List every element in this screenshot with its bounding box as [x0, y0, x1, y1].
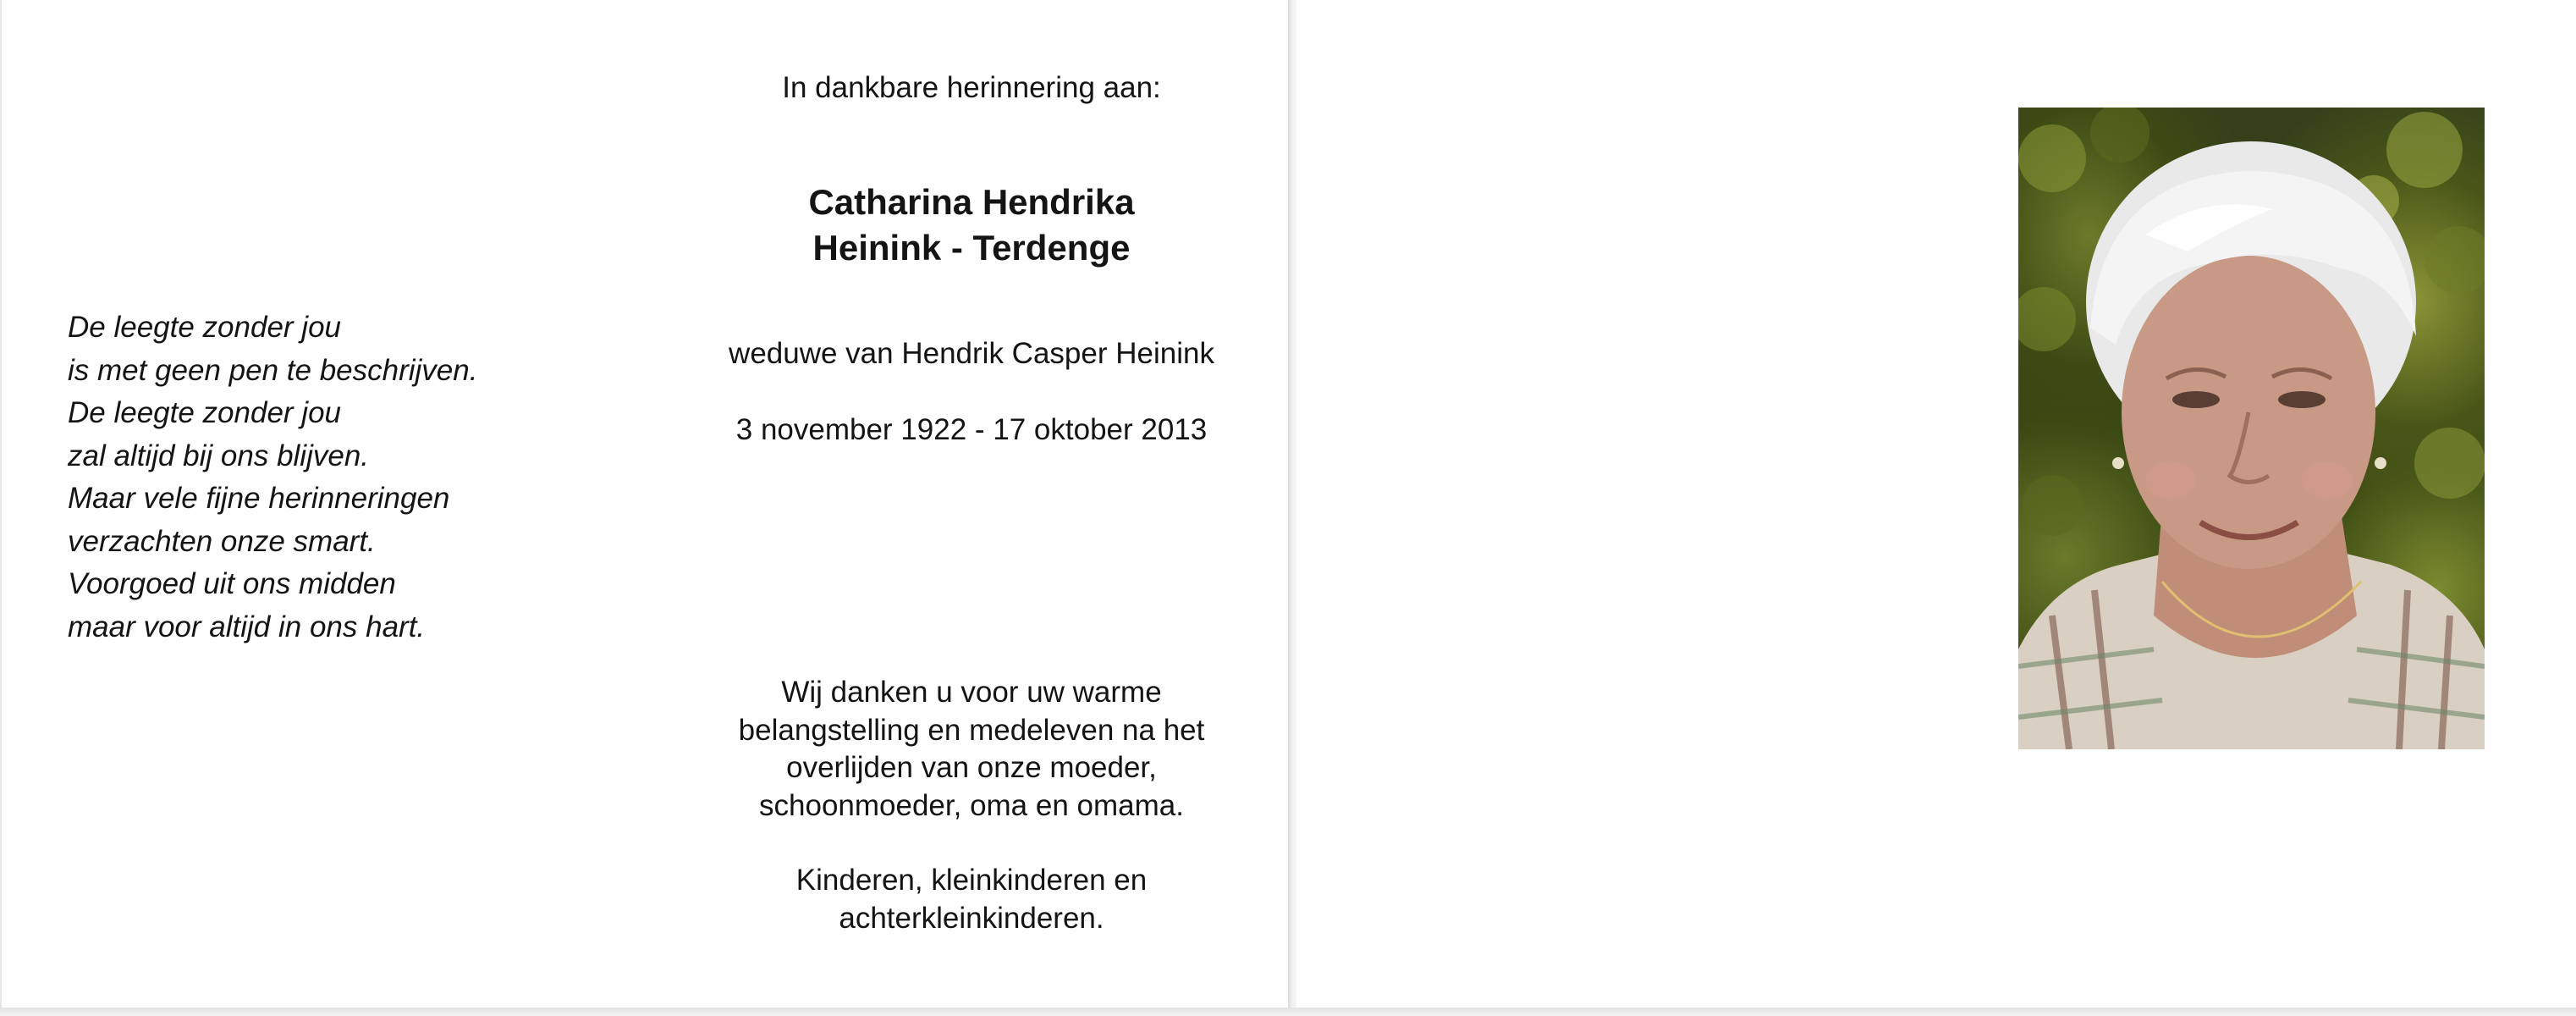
family-line: achterkleinkinderen. — [839, 901, 1104, 935]
poem-line: maar voor altijd in ons hart. — [68, 610, 426, 643]
card-bottom-edge — [0, 1008, 2576, 1016]
spouse-line: weduwe van Hendrik Casper Heinink — [729, 337, 1214, 370]
deceased-name-line1: Catharina Hendrika — [808, 182, 1135, 222]
thanks-message — [660, 674, 1283, 825]
poem-line: zal altijd bij ons blijven. — [68, 439, 370, 472]
poem-line: Maar vele fijne herinneringen — [68, 482, 450, 515]
poem-line: De leegte zonder jou — [68, 396, 341, 429]
deceased-name-line2: Heinink - Terdenge — [812, 228, 1131, 268]
memorial-poem — [68, 306, 592, 649]
card-fold — [1288, 0, 1296, 1008]
thanks-line: belangstelling en medeleven na het — [738, 713, 1205, 747]
thanks-line: Wij danken u voor uw warme — [781, 676, 1162, 709]
thanks-line: overlijden van onze moeder, — [786, 751, 1157, 784]
poem-line: verzachten onze smart. — [68, 524, 376, 558]
thanks-line: schoonmoeder, oma en omama. — [759, 788, 1184, 822]
poem-line: Voorgoed uit ons midden — [68, 567, 396, 600]
life-dates: 3 november 1922 - 17 oktober 2013 — [735, 413, 1208, 446]
poem-line: is met geen pen te beschrijven. — [68, 353, 478, 387]
deceased-name — [660, 179, 1283, 271]
portrait-illustration — [2018, 108, 2485, 749]
portrait-photo — [2018, 108, 2485, 749]
family-signature — [660, 862, 1283, 937]
memorial-intro: In dankbare herinnering aan: — [782, 71, 1161, 104]
family-line: Kinderen, kleinkinderen en — [795, 864, 1148, 897]
poem-line: De leegte zonder jou — [68, 311, 341, 344]
